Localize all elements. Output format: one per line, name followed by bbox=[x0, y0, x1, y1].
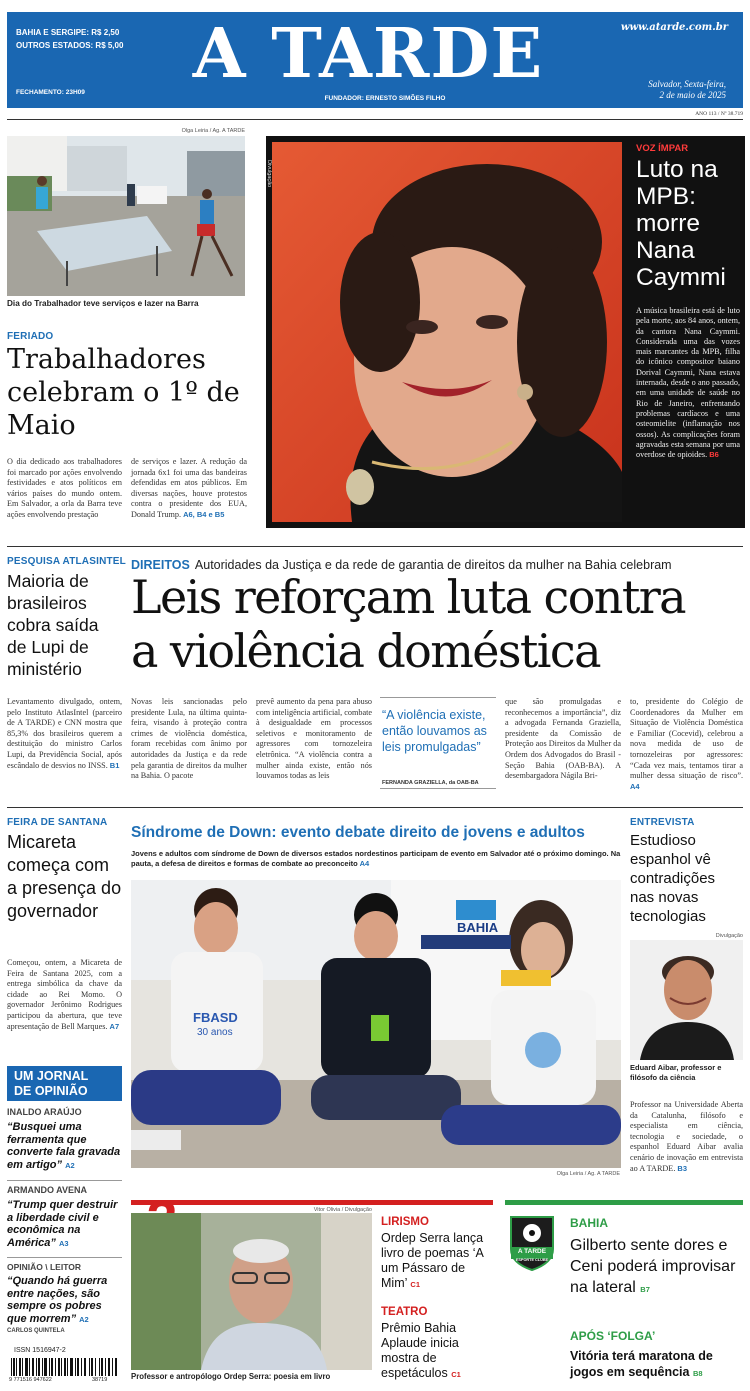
body-direitos-col4-wrap bbox=[630, 697, 743, 792]
shirt-text-30anos: 30 anos bbox=[197, 1027, 233, 1038]
body-feriado-col1: O dia dedicado aos trabalhadores foi marcado por ações envolvendo festividades e atos políticos em vários países do mundo ontem. Em Salvador, a orla da Barra teve ações envolvendo prestação bbox=[7, 457, 122, 519]
opiniao-rule-2 bbox=[7, 1257, 122, 1258]
body-direitos-col1: Novas leis sancionadas pelo presidente Lula, na última quinta-feira, visando à proteção contra crimes de violência doméstica, foram recebidas com ânimo por autoridades da Justiça e da rede pela garantia de direitos da mulher na Bahia. O pacote bbox=[131, 697, 247, 781]
fundador: FUNDADOR: ERNESTO SIMÕES FILHO bbox=[324, 95, 446, 102]
opiniao-author-2: ARMANDO AVENA bbox=[7, 1185, 87, 1195]
ref-feira[interactable]: A7 bbox=[109, 1021, 120, 1031]
esporte-badge-sub: ESPORTE CLUBE bbox=[515, 1258, 549, 1262]
esporte-badge-label: A TARDE bbox=[517, 1248, 547, 1255]
body-nana: A música brasileira está de luto pela morte, aos 84 anos, ontem, da cantora Nana Caymmi. Considerada uma das vozes mais marcantes da MPB, filha do icônico compositor baiano Dorival Caymmi, Nana estava internada, desde o ano passado, em uma unidade de saúde no Rio de Janeiro, enfrentando problemas cardíacos e uma osteomielite (inflamação nos ossos). As complicações foram agravadas esta semana por uma overdose de opioides. bbox=[636, 306, 740, 460]
ref-pesquisa[interactable]: B1 bbox=[109, 760, 120, 770]
deck-down: Jovens e adultos com síndrome de Down de diversos estados nordestinos participam de evento em Salvador até o próximo domingo. Na pauta, a defesa de direitos e formas de combate ao preconceito bbox=[131, 849, 621, 868]
body-nana-wrap bbox=[636, 306, 740, 460]
rule-below-lead bbox=[7, 546, 743, 547]
photo-barra-beach bbox=[7, 136, 245, 296]
shirt-text-fbasd: FBASD bbox=[193, 1010, 238, 1025]
opiniao-quote-3-wrap bbox=[7, 1275, 122, 1326]
opiniao-banner-line1: UM JORNAL bbox=[14, 1069, 89, 1083]
headline-nana-caymmi[interactable]: Luto na MPB: morre Nana Caymmi bbox=[636, 156, 726, 291]
masthead-rule bbox=[7, 119, 743, 120]
opiniao-author-3: OPINIÃO \ LEITOR bbox=[7, 1262, 81, 1272]
caderno2-red-bar bbox=[131, 1200, 493, 1205]
photo-caption-barra: Dia do Trabalhador teve serviços e lazer na Barra bbox=[7, 299, 199, 308]
opiniao-quote-2: “Trump quer destruir a liberdade civil e econômica na América” bbox=[7, 1199, 118, 1249]
kicker-bahia: BAHIA bbox=[570, 1216, 608, 1230]
price-outros-estados: OUTROS ESTADOS: R$ 5,00 bbox=[16, 41, 124, 50]
kicker-lirismo: LIRISMO bbox=[381, 1216, 429, 1228]
barcode-digits-right: 38719 bbox=[92, 1377, 108, 1383]
photo-credit-nana: Divulgação bbox=[266, 160, 272, 188]
photo-nana-caymmi bbox=[272, 142, 622, 522]
opiniao-quote-1-wrap bbox=[7, 1121, 122, 1172]
kicker-direitos: DIREITOS bbox=[131, 558, 190, 572]
photo-sindrome-down bbox=[131, 880, 621, 1168]
opiniao-rule-1 bbox=[7, 1180, 122, 1181]
photo-credit-barra: Olga Leiria / Ag. A TARDE bbox=[181, 128, 245, 134]
body-feriado-col2: de serviços e lazer. A redução da jornada 6x1 foi uma das bandeiras defendidas em atos públicos. Em diversas nações, houve protestos contra o presidente dos EUA, Donald Trump. bbox=[131, 457, 247, 519]
headline-direitos-2[interactable]: a violência doméstica bbox=[131, 624, 600, 678]
body-direitos-col3: que são promulgadas e reconhecemos a importância”, diz a advogada Fernanda Graziella, presidente da Comissão de Proteção aos Direitos da Mulher da Ordem dos Advogados do Brasil - Seção Bahia (OAB-BA). A desembargadora Nágila Bri- bbox=[505, 697, 621, 781]
price-bahia-sergipe: BAHIA E SERGIPE: R$ 2,50 bbox=[16, 28, 120, 37]
barcode-digits-left: 9 771516 947622 bbox=[9, 1377, 52, 1383]
photo-credit-down: Olga Leiria / Ag. A TARDE bbox=[556, 1171, 620, 1177]
kicker-pesquisa: PESQUISA ATLASINTEL bbox=[7, 556, 126, 567]
photo-credit-ordep: Vitor Olivia / Divulgação bbox=[313, 1207, 372, 1213]
ref-down[interactable]: A4 bbox=[359, 859, 370, 868]
banner-text-bahia: BAHIA bbox=[457, 920, 499, 935]
headline-bahia[interactable]: Gilberto sente dores e Ceni poderá improvisar na lateral bbox=[570, 1237, 736, 1296]
city-date-line-1: Salvador, Sexta-feira, bbox=[648, 79, 726, 89]
opiniao-banner-line2: DE OPINIÃO bbox=[14, 1084, 88, 1098]
ref-teatro[interactable]: C1 bbox=[451, 1370, 461, 1379]
headline-teatro-wrap bbox=[381, 1321, 493, 1382]
opiniao-signature-3: CARLOS QUINTELA bbox=[7, 1328, 65, 1334]
body-feriado-col2-wrap bbox=[131, 457, 247, 521]
newspaper-logo: A TARDE bbox=[192, 14, 544, 94]
ref-vitoria[interactable]: B8 bbox=[692, 1369, 703, 1378]
deck-direitos: Autoridades da Justiça e da rede de garantia de direitos da mulher na Bahia celebram bbox=[194, 558, 672, 572]
opiniao-ref-3[interactable]: A2 bbox=[79, 1314, 89, 1324]
ref-direitos[interactable]: A4 bbox=[630, 781, 640, 791]
kicker-apos-folga: APÓS ‘FOLGA’ bbox=[570, 1329, 656, 1343]
body-entrevista-wrap bbox=[630, 1100, 743, 1174]
kicker-entrevista: ENTREVISTA bbox=[630, 817, 695, 828]
headline-feira[interactable]: Micareta começa com a presença do governador bbox=[7, 832, 122, 921]
headline-bahia-wrap bbox=[570, 1235, 745, 1300]
headline-trabalhadores[interactable]: Trabalhadores celebram o 1º de Maio bbox=[7, 344, 240, 441]
body-feira: Começou, ontem, a Micareta de Feira de Santana 2025, com a entrega simbólica da chave da cidade ao Rei Momo. O governador Jerônimo Rodrigues participou da abertura, que teve apresentação de Bell Marques. bbox=[7, 958, 122, 1031]
fechamento: FECHAMENTO: 23H09 bbox=[16, 89, 85, 96]
headline-pesquisa[interactable]: Maioria de brasileiros cobra saída de Lupi de ministério bbox=[7, 571, 99, 679]
website-link[interactable]: www.atarde.com.br bbox=[620, 22, 728, 33]
pull-quote-author: FERNANDA GRAZIELLA, da OAB-BA bbox=[382, 780, 479, 786]
headline-lirismo[interactable]: Ordep Serra lança livro de poemas ‘A um Pássaro de Mim’ bbox=[381, 1231, 484, 1290]
esporte-green-bar bbox=[505, 1200, 743, 1205]
body-pesquisa: Levantamento divulgado, ontem, pelo Instituto AtlasIntel (parceiro de A TARDE) e CNN mostra que 85,3% dos brasileiros querem a destituição do ministro Carlos Lupi, da Previdência Social, após escândalo de desvios no INSS. bbox=[7, 697, 122, 770]
opiniao-author-1: INALDO ARAÚJO bbox=[7, 1107, 82, 1117]
photo-ordep-serra bbox=[131, 1213, 372, 1370]
rule-below-direitos bbox=[7, 807, 743, 808]
photo-eduard-aibar bbox=[630, 940, 743, 1060]
opiniao-quote-3: “Quando há guerra entre nações, são sempre os pobres que morrem” bbox=[7, 1275, 108, 1325]
ref-feriado[interactable]: A6, B4 e B5 bbox=[183, 509, 225, 519]
headline-lirismo-wrap bbox=[381, 1231, 493, 1292]
ref-lirismo[interactable]: C1 bbox=[410, 1280, 420, 1289]
edition-number: ANO 113 / Nº 38.719 bbox=[695, 111, 743, 117]
body-entrevista: Professor na Universidade Aberta da Catalunha, filósofo e especialista em ciência, tecnologia e sociedade, o espanhol Eduard Aibar avalia cenário de inovação em entrevista ao A TARDE. bbox=[630, 1100, 743, 1173]
opiniao-quote-2-wrap bbox=[7, 1199, 122, 1250]
kicker-voz-impar: VOZ ÍMPAR bbox=[636, 143, 689, 154]
kicker-feriado: FERIADO bbox=[7, 331, 54, 342]
deck-down-wrap bbox=[131, 849, 621, 869]
pull-quote: “A violência existe, então louvamos as leis promulgadas” bbox=[382, 708, 487, 754]
photo-caption-ordep: Professor e antropólogo Ordep Serra: poesia em livro bbox=[131, 1372, 331, 1381]
opiniao-quote-1: “Busquei uma ferramenta que converte fala gravada em artigo” bbox=[7, 1121, 121, 1171]
body-pesquisa-wrap bbox=[7, 697, 122, 771]
headline-teatro[interactable]: Prêmio Bahia Aplaude inicia mostra de espetáculos bbox=[381, 1321, 459, 1380]
photo-credit-aibar: Divulgação bbox=[715, 933, 743, 939]
esporte-club-badge bbox=[507, 1215, 557, 1271]
ref-nana[interactable]: B6 bbox=[709, 450, 719, 460]
body-feira-wrap bbox=[7, 958, 122, 1032]
body-direitos-col4: to, presidente do Colégio de Coordenadores da Mulher em Situação de Violência Doméstica e Familiar (Cocevid), celebrou a nova medida de uso de tornozeleiras por agressores: “Cada vez mais, tentamos tirar a mulher dessa situação de risco”. bbox=[630, 697, 743, 781]
headline-down[interactable]: Síndrome de Down: evento debate direito de jovens e adultos bbox=[131, 824, 585, 841]
headline-vitoria-wrap bbox=[570, 1348, 745, 1382]
ref-bahia[interactable]: B7 bbox=[640, 1285, 650, 1294]
body-direitos-col2: prevê aumento da pena para abuso com inteligência artificial, combate à desigualdade em processos seletivos e monitoramento de agressores com tornozeleira eletrônica. “A violência contra a mulher ainda existe, então nós louvamos todas as leis bbox=[256, 697, 372, 781]
kicker-teatro: TEATRO bbox=[381, 1306, 428, 1318]
city-date-line-2: 2 de maio de 2025 bbox=[659, 90, 726, 100]
headline-entrevista[interactable]: Estudioso espanhol vê contradições nas novas tecnologias bbox=[630, 832, 716, 925]
opiniao-ref-2[interactable]: A3 bbox=[58, 1238, 69, 1248]
opiniao-ref-1[interactable]: A2 bbox=[65, 1160, 75, 1170]
ref-entrevista[interactable]: B3 bbox=[677, 1163, 688, 1173]
headline-vitoria[interactable]: Vitória terá maratona de jogos em sequência bbox=[570, 1349, 713, 1379]
issn-label: ISSN 1516947-2 bbox=[14, 1347, 66, 1354]
kicker-feira: FEIRA DE SANTANA bbox=[7, 817, 108, 828]
photo-caption-aibar: Eduard Aibar, professor e filósofo da ciência bbox=[630, 1063, 722, 1082]
headline-direitos-1[interactable]: Leis reforçam luta contra bbox=[131, 570, 685, 624]
